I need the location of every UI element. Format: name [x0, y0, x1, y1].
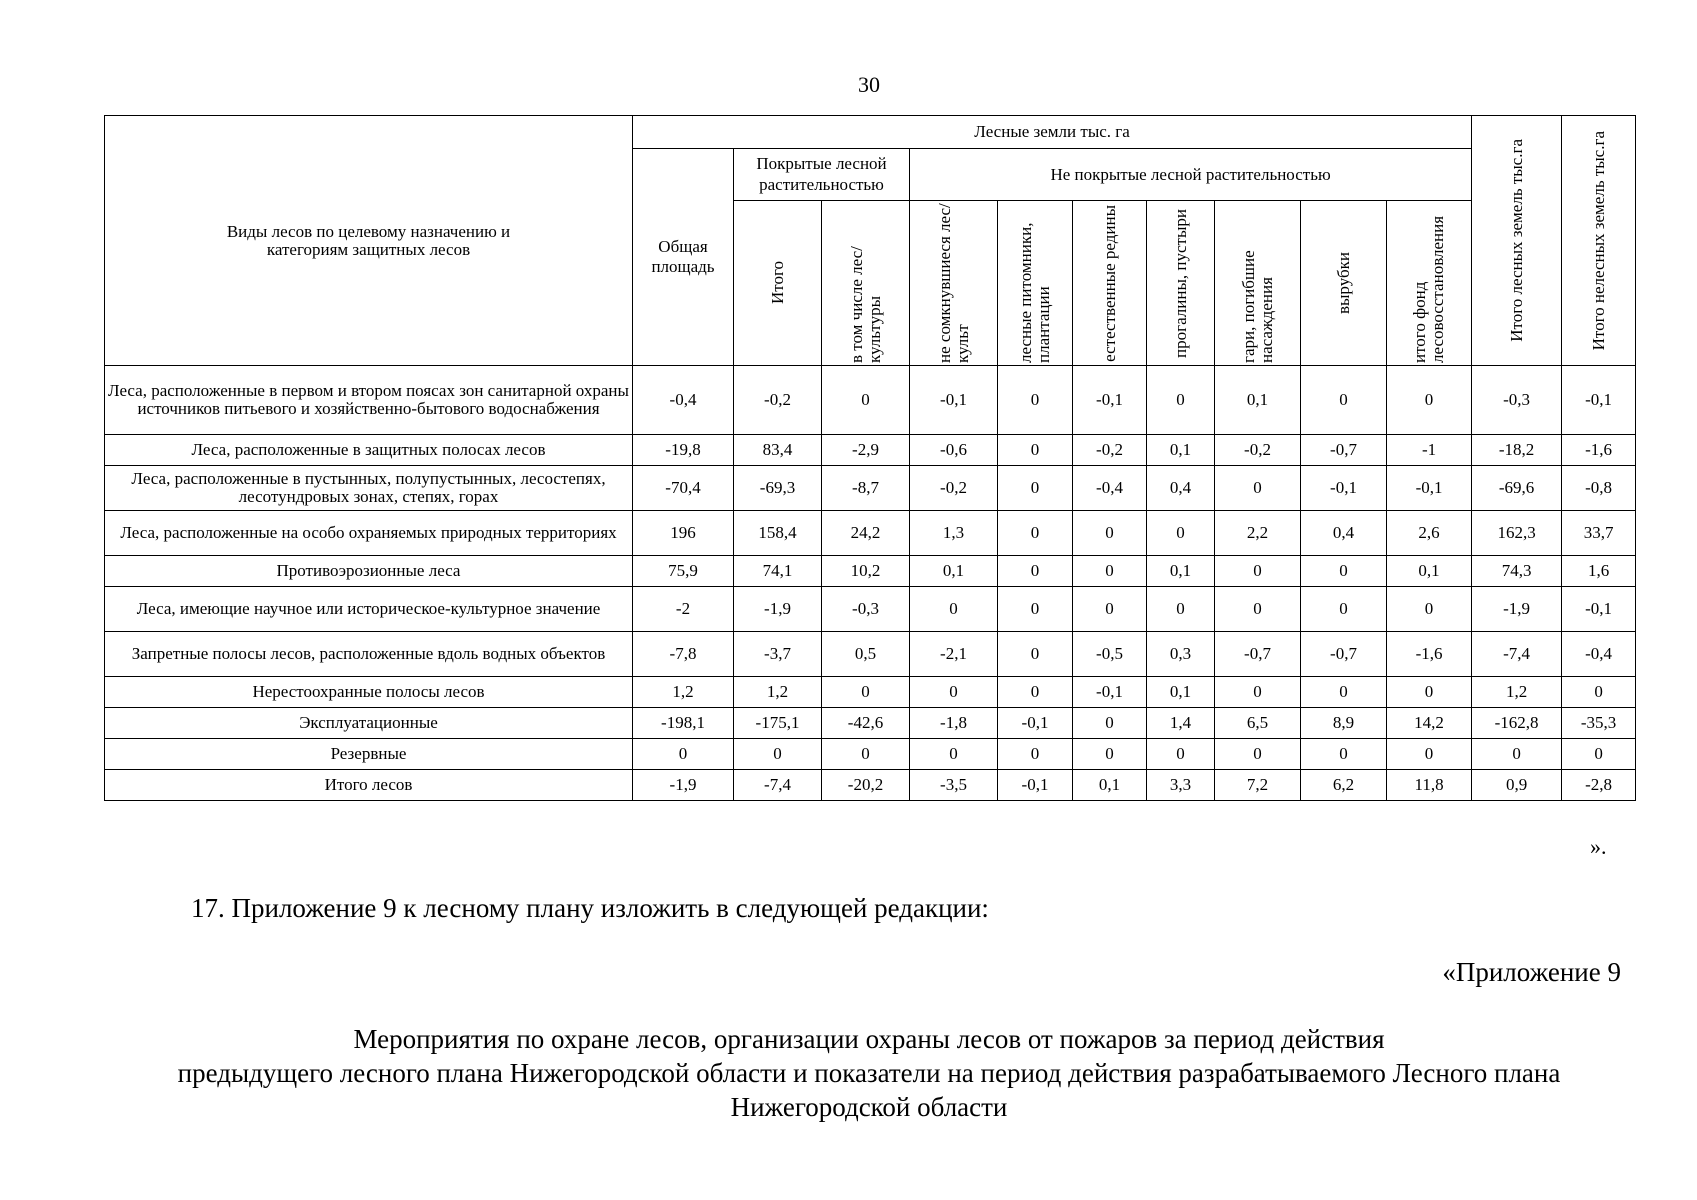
table-cell: 1,2: [633, 677, 734, 708]
table-cell: 0: [910, 587, 998, 632]
header-forest-lands-total-cell: [1472, 116, 1562, 366]
header-total-area: Общая площадь: [651, 236, 715, 276]
header-unclosed-cell: [910, 201, 998, 366]
row-label: Леса, расположенные в пустынных, полупустынных, лесостепях, лесотундровых зонах, степях, горах: [105, 466, 633, 511]
header-covered-total-cell: [734, 201, 822, 366]
table-cell: 0,1: [1147, 556, 1215, 587]
table-cell: 1,2: [1472, 677, 1562, 708]
row-label: Леса, расположенные в первом и втором поясах зон санитарной охраны источников питьевого и хозяйственно-бытового водоснабжения: [105, 366, 633, 435]
table-cell: 0: [1073, 511, 1147, 556]
table-cell: 0: [1073, 739, 1147, 770]
table-cell: 3,3: [1147, 770, 1215, 801]
table-cell: 0: [1387, 677, 1472, 708]
table-cell: -0,1: [1387, 466, 1472, 511]
row-label: Резервные: [105, 739, 633, 770]
header-total-area-cell: [633, 149, 734, 366]
table-cell: 0,3: [1147, 632, 1215, 677]
table-cell: 0,1: [1387, 556, 1472, 587]
table-cell: -2,1: [910, 632, 998, 677]
table-row: [105, 632, 1636, 677]
appendix-title: [0, 1023, 1697, 1124]
table-cell: -0,5: [1073, 632, 1147, 677]
table-cell: 0: [1301, 677, 1387, 708]
table-row: [105, 511, 1636, 556]
table-cell: 0: [1301, 556, 1387, 587]
table-cell: -1,9: [1472, 587, 1562, 632]
table-cell: -1,9: [633, 770, 734, 801]
header-not-covered: Не покрытые лесной растительностью: [910, 149, 1472, 201]
table-cell: 0: [1301, 739, 1387, 770]
table-cell: -3,5: [910, 770, 998, 801]
table-cell: 1,6: [1562, 556, 1636, 587]
table-cell: 0: [998, 556, 1073, 587]
table-cell: -0,7: [1301, 435, 1387, 466]
table-cell: -3,7: [734, 632, 822, 677]
closing-quote: ».: [1590, 834, 1607, 859]
table-cell: 0: [822, 739, 910, 770]
table-cell: 0: [910, 677, 998, 708]
table-cell: 0: [633, 739, 734, 770]
table-cell: 0: [998, 466, 1073, 511]
table-cell: -18,2: [1472, 435, 1562, 466]
row-label: Эксплуатационные: [105, 708, 633, 739]
table-cell: 0: [1215, 739, 1301, 770]
table-cell: 6,2: [1301, 770, 1387, 801]
table-cell: 0: [998, 677, 1073, 708]
table-cell: -7,8: [633, 632, 734, 677]
table-cell: -0,1: [1562, 587, 1636, 632]
row-label: Запретные полосы лесов, расположенные вдоль водных объектов: [105, 632, 633, 677]
table-cell: -35,3: [1562, 708, 1636, 739]
header-clearings-cell: [1301, 201, 1387, 366]
table-cell: 0: [1387, 587, 1472, 632]
table-cell: 0: [1387, 366, 1472, 435]
table-row: [105, 677, 1636, 708]
header-glades-cell: [1147, 201, 1215, 366]
table-cell: -69,6: [1472, 466, 1562, 511]
table-cell: -20,2: [822, 770, 910, 801]
table-cell: 0: [822, 677, 910, 708]
table-cell: 0,1: [910, 556, 998, 587]
table-cell: 0,9: [1472, 770, 1562, 801]
row-label: Нерестоохранные полосы лесов: [105, 677, 633, 708]
table-cell: -0,3: [822, 587, 910, 632]
table-row: [105, 466, 1636, 511]
table-cell: -162,8: [1472, 708, 1562, 739]
table-cell: 0: [1147, 739, 1215, 770]
table-cell: 0,1: [1073, 770, 1147, 801]
appendix-title-line-2: предыдущего лесного плана Нижегородской области и показатели на период действия разрабатываемого Лесного плана: [177, 1057, 1561, 1088]
table-cell: -0,1: [998, 708, 1073, 739]
table-cell: -1,8: [910, 708, 998, 739]
table-cell: 0,1: [1147, 435, 1215, 466]
table-cell: 0: [998, 366, 1073, 435]
forest-lands-table: [104, 115, 1636, 801]
table-row: [105, 587, 1636, 632]
table-cell: 0: [1147, 511, 1215, 556]
table-cell: -175,1: [734, 708, 822, 739]
table-cell: 0,4: [1147, 466, 1215, 511]
row-label: Итого лесов: [105, 770, 633, 801]
table-cell: 158,4: [734, 511, 822, 556]
table-cell: 2,2: [1215, 511, 1301, 556]
table-cell: 0: [998, 739, 1073, 770]
table-cell: 0: [1215, 587, 1301, 632]
header-natural-sparse: естественные редины: [1099, 204, 1119, 362]
table-row: [105, 708, 1636, 739]
appendix-title-line-1: Мероприятия по охране лесов, организации охраны лесов от пожаров за период действия: [353, 1024, 1385, 1054]
header-covered: [734, 149, 910, 201]
table-row: [105, 366, 1636, 435]
table-row: [105, 556, 1636, 587]
table-cell: 74,3: [1472, 556, 1562, 587]
table-cell: -0,2: [1073, 435, 1147, 466]
table-cell: 0,1: [1147, 677, 1215, 708]
header-covered-cultures: в том числе лес/культуры: [846, 246, 884, 363]
table-cell: -1: [1387, 435, 1472, 466]
table-row: [105, 739, 1636, 770]
table-cell: -0,3: [1472, 366, 1562, 435]
table-cell: 0,1: [1215, 366, 1301, 435]
table-cell: -0,1: [1301, 466, 1387, 511]
table-cell: 0: [1562, 677, 1636, 708]
header-natural-sparse-cell: [1073, 201, 1147, 366]
table-cell: -7,4: [1472, 632, 1562, 677]
table-cell: 1,2: [734, 677, 822, 708]
table-cell: 0: [1073, 708, 1147, 739]
table-cell: -0,1: [1073, 366, 1147, 435]
table-cell: -0,1: [1073, 677, 1147, 708]
header-reforestation-total: итого фонд лесовосстановления: [1410, 215, 1448, 363]
table-cell: 8,9: [1301, 708, 1387, 739]
table-cell: 0: [998, 632, 1073, 677]
table-cell: -0,1: [998, 770, 1073, 801]
table-cell: 24,2: [822, 511, 910, 556]
appendix-label: «Приложение 9: [1442, 957, 1621, 987]
table-cell: 11,8: [1387, 770, 1472, 801]
table-cell: -19,8: [633, 435, 734, 466]
item-17-text: 17. Приложение 9 к лесному плану изложить в следующей редакции:: [191, 893, 989, 923]
table-cell: -70,4: [633, 466, 734, 511]
header-clearings: вырубки: [1333, 251, 1353, 314]
table-cell: -0,2: [1215, 435, 1301, 466]
table-cell: 0: [998, 511, 1073, 556]
page-number: 30: [858, 72, 880, 97]
table-cell: -1,9: [734, 587, 822, 632]
table-cell: 0: [1073, 587, 1147, 632]
table-cell: -0,7: [1301, 632, 1387, 677]
table-cell: -0,1: [1562, 366, 1636, 435]
table-cell: -8,7: [822, 466, 910, 511]
header-glades: прогалины, пустыри: [1170, 208, 1190, 358]
table-cell: -0,1: [910, 366, 998, 435]
table-cell: 0: [998, 435, 1073, 466]
table-cell: 1,3: [910, 511, 998, 556]
header-unclosed: не сомкнувшиеся лес/культ: [934, 203, 972, 363]
row-label: Леса, расположенные на особо охраняемых природных территориях: [105, 511, 633, 556]
table-body: [105, 366, 1636, 801]
header-forest-lands: Лесные земли тыс. га: [633, 116, 1472, 149]
header-burnt: гари, погибшие насаждения: [1238, 250, 1276, 363]
table-cell: 6,5: [1215, 708, 1301, 739]
header-nurseries: лесные питомники, плантации: [1016, 222, 1053, 363]
table-cell: 0,5: [822, 632, 910, 677]
table-cell: 14,2: [1387, 708, 1472, 739]
header-covered-cultures-cell: [822, 201, 910, 366]
table-row: [105, 435, 1636, 466]
table-cell: 1,4: [1147, 708, 1215, 739]
table-cell: -42,6: [822, 708, 910, 739]
table-cell: -1,6: [1387, 632, 1472, 677]
table-cell: -0,6: [910, 435, 998, 466]
header-nonforest-total: Итого нелесных земель тыс.га: [1588, 130, 1608, 351]
table-cell: 0: [910, 739, 998, 770]
table-cell: 0: [1562, 739, 1636, 770]
table-cell: 7,2: [1215, 770, 1301, 801]
table-cell: 75,9: [633, 556, 734, 587]
table-cell: -0,7: [1215, 632, 1301, 677]
appendix-title-line-3: Нижегородской области: [730, 1091, 1008, 1122]
table-cell: -0,8: [1562, 466, 1636, 511]
table-cell: 2,6: [1387, 511, 1472, 556]
table-cell: 0: [1147, 587, 1215, 632]
table-cell: 162,3: [1472, 511, 1562, 556]
table-cell: 196: [633, 511, 734, 556]
table-cell: 0: [1215, 677, 1301, 708]
table-cell: 33,7: [1562, 511, 1636, 556]
table-cell: -0,2: [734, 366, 822, 435]
table-cell: -2: [633, 587, 734, 632]
table-cell: 74,1: [734, 556, 822, 587]
table-cell: 0: [1472, 739, 1562, 770]
table-cell: -1,6: [1562, 435, 1636, 466]
header-forest-lands-total: Итого лесных земель тыс.га: [1506, 139, 1526, 342]
row-header-cell: [105, 116, 633, 366]
header-covered-text: Покрытые лесной растительностью: [756, 154, 887, 194]
table-cell: -0,4: [1562, 632, 1636, 677]
table-cell: -2,9: [822, 435, 910, 466]
table-row: [105, 770, 1636, 801]
table-cell: -198,1: [633, 708, 734, 739]
table-cell: 0: [822, 366, 910, 435]
table-cell: -0,4: [1073, 466, 1147, 511]
header-burnt-cell: [1215, 201, 1301, 366]
table-cell: 10,2: [822, 556, 910, 587]
table-cell: -69,3: [734, 466, 822, 511]
table-cell: -0,4: [633, 366, 734, 435]
header-reforestation-total-cell: [1387, 201, 1472, 366]
table-cell: 0: [998, 587, 1073, 632]
table-cell: 0,4: [1301, 511, 1387, 556]
row-header-text: Виды лесов по целевому назначению и категориям защитных лесов: [226, 221, 511, 259]
table-cell: -2,8: [1562, 770, 1636, 801]
table-cell: -0,2: [910, 466, 998, 511]
header-nurseries-cell: [998, 201, 1073, 366]
table-cell: 83,4: [734, 435, 822, 466]
table-cell: 0: [1301, 366, 1387, 435]
row-label: Леса, расположенные в защитных полосах лесов: [105, 435, 633, 466]
row-label: Противоэрозионные леса: [105, 556, 633, 587]
table-cell: -7,4: [734, 770, 822, 801]
table-cell: 0: [1387, 739, 1472, 770]
table-cell: 0: [1073, 556, 1147, 587]
table-cell: 0: [734, 739, 822, 770]
table-cell: 0: [1147, 366, 1215, 435]
table-cell: 0: [1215, 556, 1301, 587]
header-covered-total: Итого: [767, 261, 787, 305]
row-label: Леса, имеющие научное или историческое-культурное значение: [105, 587, 633, 632]
table-cell: 0: [1215, 466, 1301, 511]
table-cell: 0: [1301, 587, 1387, 632]
header-nonforest-total-cell: [1562, 116, 1636, 366]
